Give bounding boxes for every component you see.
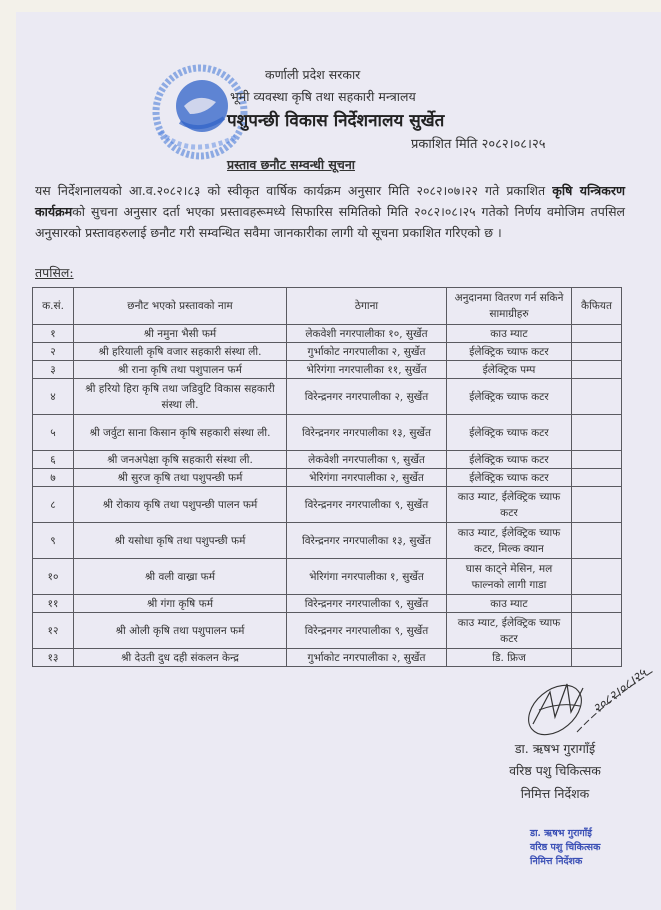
cell-remarks xyxy=(572,487,622,523)
cell-items: डि. फ्रिज xyxy=(447,649,572,667)
cell-items: ईलेक्ट्रिक पम्प xyxy=(447,361,572,379)
notice-body-part2: को सुचना अनुसार दर्ता भएका प्रस्तावहरूमध्ये सिफारिस समितिको मिति २०८२।०८।२५ गतेको निर्णय वमोजिम तपसिल अनुसारको प्रस्तावहरुलाई छनौट गरी सम्वन्धित सवैमा जानकारीका लागी यो सूचना प्रकाशित गरिएको छ । xyxy=(35,204,625,240)
cell-remarks xyxy=(572,361,622,379)
signatory-name: डा. ऋषभ गुरागाँई xyxy=(514,741,596,756)
signature-date: २०८२।०८।२५ xyxy=(590,665,650,718)
cell-items: काउ म्याट, ईलेक्ट्रिक च्याफ कटर, मिल्क क्यान xyxy=(447,523,572,559)
cell-serial: १३ xyxy=(33,649,74,667)
published-date xyxy=(411,134,546,152)
ministry-name: भूमी व्यवस्था कृषि तथा सहकारी मन्त्रालय xyxy=(230,89,416,104)
cell-proposal-name: श्री वली वाख्रा फर्म xyxy=(74,559,287,595)
cell-serial: ११ xyxy=(33,595,74,613)
table-row xyxy=(33,559,622,595)
cell-remarks xyxy=(572,451,622,469)
cell-serial: ७ xyxy=(33,469,74,487)
cell-address: गुर्भाकोट नगरपालीका २, सुर्खेत xyxy=(287,343,447,361)
cell-address: भेरिगंगा नगरपालीका ११, सुर्खेत xyxy=(287,361,447,379)
published-date-label: प्रकाशित मिति xyxy=(411,137,478,152)
cell-address: विरेन्द्रनगर नगरपालीका १३, सुर्खेत xyxy=(287,415,447,451)
cell-items: घास काट्ने मेसिन, मल फाल्नको लागी गाडा xyxy=(447,559,572,595)
table-header-row xyxy=(33,288,622,325)
cell-address: विरेन्द्रनगर नगरपालीका ९, सुर्खेत xyxy=(287,613,447,649)
details-label: तपसिल: xyxy=(35,265,74,280)
notice-body xyxy=(35,180,625,243)
cell-remarks xyxy=(572,325,622,343)
cell-serial: १० xyxy=(33,559,74,595)
directorate-name: पशुपन्छी विकास निर्देशनालय सुर्खेत xyxy=(227,111,445,131)
cell-remarks xyxy=(572,523,622,559)
cell-address: लेकवेशी नगरपालीका १०, सुर्खेत xyxy=(287,325,447,343)
government-name: कर्णाली प्रदेश सरकार xyxy=(265,67,361,82)
stamp-title: वरिष्ठ पशु चिकित्सक xyxy=(530,842,601,853)
cell-serial: ३ xyxy=(33,361,74,379)
stamp-role: निमित्त निर्देशक xyxy=(530,856,583,867)
table-row xyxy=(33,451,622,469)
cell-proposal-name: श्री देउती दुध दही संकलन केन्द्र xyxy=(74,649,287,667)
table-row xyxy=(33,595,622,613)
cell-items: ईलेक्ट्रिक च्याफ कटर xyxy=(447,343,572,361)
cell-serial: ४ xyxy=(33,379,74,415)
cell-serial: १ xyxy=(33,325,74,343)
signatory-title: वरिष्ठ पशु चिकित्सक xyxy=(509,763,601,778)
cell-remarks xyxy=(572,613,622,649)
cell-items: काउ म्याट, ईलेक्ट्रिक च्याफ कटर xyxy=(447,613,572,649)
cell-items: काउ म्याट, ईलेक्ट्रिक च्याफ कटर xyxy=(447,487,572,523)
header-serial: क.सं. xyxy=(33,288,74,325)
notice-body-part1: यस निर्देशनालयको आ.व.२०८२।८३ को स्वीकृत वार्षिक कार्यक्रम अनुसार मिति २०८२।०७।२२ गते प्रकाशित xyxy=(35,183,553,198)
cell-remarks xyxy=(572,343,622,361)
cell-serial: १२ xyxy=(33,613,74,649)
signatory-role: निमित्त निर्देशक xyxy=(520,786,590,801)
cell-proposal-name: श्री रोकाय कृषि तथा पशुपन्छी पालन फर्म xyxy=(74,487,287,523)
handwritten-signature xyxy=(505,662,661,752)
cell-proposal-name: श्री जनअपेक्षा कृषि सहकारी संस्था ली. xyxy=(74,451,287,469)
table-row xyxy=(33,469,622,487)
header-address: ठेगाना xyxy=(287,288,447,325)
header-items: अनुदानमा वितरण गर्न सकिने सामाग्रीहरु xyxy=(447,288,572,325)
cell-serial: ९ xyxy=(33,523,74,559)
cell-proposal-name: श्री हरियाली कृषि वजार सहकारी संस्था ली. xyxy=(74,343,287,361)
cell-address: विरेन्द्रनगर नगरपालीका ९, सुर्खेत xyxy=(287,487,447,523)
cell-proposal-name: श्री सुरज कृषि तथा पशुपन्छी फर्म xyxy=(74,469,287,487)
table-row xyxy=(33,325,622,343)
cell-proposal-name: श्री जर्वुटा साना किसान कृषि सहकारी संस्था ली. xyxy=(74,415,287,451)
table-row xyxy=(33,361,622,379)
cell-address: विरेन्द्रनगर नगरपालीका २, सुर्खेत xyxy=(287,379,447,415)
table-row xyxy=(33,487,622,523)
table-row xyxy=(33,613,622,649)
cell-address: विरेन्द्रनगर नगरपालीका ९, सुर्खेत xyxy=(287,595,447,613)
cell-serial: २ xyxy=(33,343,74,361)
cell-proposal-name: श्री यसोधा कृषि तथा पशुपन्छी फर्म xyxy=(74,523,287,559)
cell-proposal-name: श्री गंगा कृषि फर्म xyxy=(74,595,287,613)
cell-items: ईलेक्ट्रिक च्याफ कटर xyxy=(447,469,572,487)
cell-proposal-name: श्री राना कृषि तथा पशुपालन फर्म xyxy=(74,361,287,379)
cell-remarks xyxy=(572,595,622,613)
program-name: कृषि यन्त्रिकरण कार्यक्रम xyxy=(35,183,625,219)
cell-proposal-name: श्री हरियो हिरा कृषि तथा जडिवुटि विकास सहकारी संस्था ली. xyxy=(74,379,287,415)
cell-proposal-name: श्री नमुना भैसी फर्म xyxy=(74,325,287,343)
cell-items: काउ म्याट xyxy=(447,595,572,613)
table-row xyxy=(33,523,622,559)
table-row xyxy=(33,415,622,451)
header-proposal-name: छनौट भएको प्रस्तावको नाम xyxy=(74,288,287,325)
cell-remarks xyxy=(572,559,622,595)
cell-address: गुर्भाकोट नगरपालीका २, सुर्खेत xyxy=(287,649,447,667)
cell-proposal-name: श्री ओली कृषि तथा पशुपालन फर्म xyxy=(74,613,287,649)
cell-address: भेरिगंगा नगरपालीका १, सुर्खेत xyxy=(287,559,447,595)
header-remarks: कैफियत xyxy=(572,288,622,325)
cell-items: काउ म्याट xyxy=(447,325,572,343)
table-row xyxy=(33,379,622,415)
cell-items: ईलेक्ट्रिक च्याफ कटर xyxy=(447,451,572,469)
cell-serial: ६ xyxy=(33,451,74,469)
selected-proposals-table xyxy=(32,287,622,667)
cell-remarks xyxy=(572,379,622,415)
published-date-value: २०८२।०८।२५ xyxy=(481,137,546,152)
table-row xyxy=(33,343,622,361)
cell-serial: ५ xyxy=(33,415,74,451)
cell-remarks xyxy=(572,415,622,451)
cell-remarks xyxy=(572,469,622,487)
cell-address: विरेन्द्रनगर नगरपालीका १३, सुर्खेत xyxy=(287,523,447,559)
cell-items: ईलेक्ट्रिक च्याफ कटर xyxy=(447,415,572,451)
cell-items: ईलेक्ट्रिक च्याफ कटर xyxy=(447,379,572,415)
stamp-name: डा. ऋषभ गुरागाँई xyxy=(530,828,592,839)
notice-subject: प्रस्ताव छनौट सम्वन्धी सूचना xyxy=(227,157,355,172)
cell-address: लेकवेशी नगरपालीका ९, सुर्खेत xyxy=(287,451,447,469)
cell-serial: ८ xyxy=(33,487,74,523)
cell-address: भेरिगंगा नगरपालीका २, सुर्खेत xyxy=(287,469,447,487)
